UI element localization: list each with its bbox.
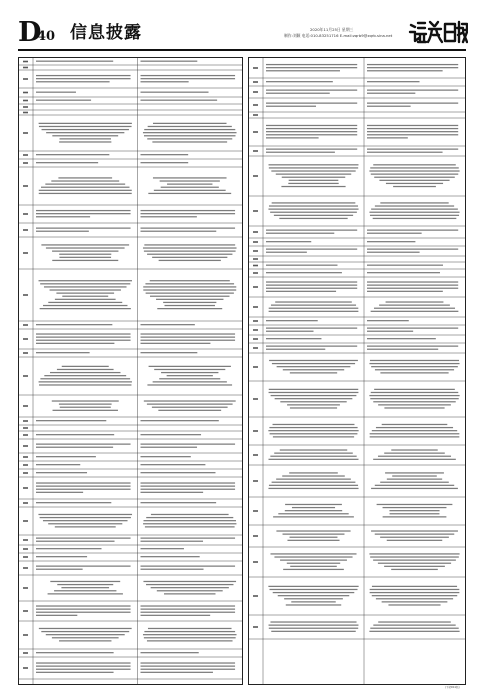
table-row bbox=[19, 434, 242, 439]
table-row bbox=[19, 581, 242, 601]
table-row bbox=[249, 202, 465, 226]
table-row bbox=[19, 464, 242, 469]
table-row bbox=[19, 228, 242, 238]
table-row bbox=[19, 67, 242, 70]
table-row bbox=[249, 338, 465, 343]
table-row bbox=[249, 81, 465, 86]
table-row bbox=[249, 114, 465, 118]
table-row bbox=[19, 514, 242, 535]
table-row bbox=[19, 605, 242, 621]
table-row bbox=[249, 301, 465, 317]
table-row bbox=[249, 125, 465, 146]
table-row bbox=[249, 530, 465, 547]
table-row bbox=[19, 538, 242, 546]
table-row bbox=[249, 360, 465, 381]
table-row bbox=[249, 258, 465, 262]
continued-note: (下转D41版) bbox=[445, 686, 460, 689]
table-grid bbox=[33, 58, 138, 684]
table-row bbox=[249, 389, 465, 417]
table-row bbox=[19, 456, 242, 461]
table-row bbox=[19, 154, 242, 159]
table-row bbox=[19, 482, 242, 499]
section-title: 信息披露 bbox=[70, 23, 142, 43]
table-row bbox=[19, 123, 242, 151]
table-row bbox=[19, 548, 242, 553]
table-row bbox=[249, 272, 465, 277]
table-row bbox=[19, 210, 242, 223]
issue-date: 2020年11月25日 星期三 bbox=[310, 27, 354, 32]
table-row bbox=[19, 61, 242, 65]
masthead-rule bbox=[18, 49, 466, 51]
table-row bbox=[19, 427, 242, 431]
table-row bbox=[19, 652, 242, 657]
table-row bbox=[19, 75, 242, 88]
table-row bbox=[19, 566, 242, 576]
table-row bbox=[249, 90, 465, 99]
table-row bbox=[249, 164, 465, 196]
table-row bbox=[249, 265, 465, 269]
table-row bbox=[19, 366, 242, 395]
table-row bbox=[249, 103, 465, 113]
table-row bbox=[249, 320, 465, 325]
table-row bbox=[19, 92, 242, 97]
table-row bbox=[19, 106, 242, 110]
table-row bbox=[19, 324, 242, 329]
table-row bbox=[249, 241, 465, 246]
table-row bbox=[19, 280, 242, 321]
table-row bbox=[19, 112, 242, 115]
table-row bbox=[19, 162, 242, 167]
table-row bbox=[19, 100, 242, 104]
table-row bbox=[19, 244, 242, 269]
masthead bbox=[18, 18, 466, 48]
table-row bbox=[249, 472, 465, 497]
table-row bbox=[19, 502, 242, 507]
table-row bbox=[19, 333, 242, 349]
table-row bbox=[249, 64, 465, 78]
table-row bbox=[249, 621, 465, 639]
table-row bbox=[249, 328, 465, 336]
table-row bbox=[19, 352, 242, 357]
table-row bbox=[19, 444, 242, 454]
table-row bbox=[19, 420, 242, 425]
right-column-rows bbox=[249, 58, 465, 684]
announcement-column-right bbox=[248, 57, 466, 685]
table-row bbox=[19, 556, 242, 561]
table-row bbox=[249, 449, 465, 465]
editor-contact: 制作:刘颖 电话:010-83251716 E-mail:zqrb9@zqrb.sina.net bbox=[284, 33, 393, 38]
announcement-column-left bbox=[18, 57, 243, 685]
table-row bbox=[249, 553, 465, 577]
table-row bbox=[249, 586, 465, 615]
table-row bbox=[19, 472, 242, 477]
page-letter: D bbox=[18, 17, 42, 48]
table-row bbox=[249, 281, 465, 297]
page-number: 40 bbox=[37, 29, 56, 44]
table-row bbox=[19, 177, 242, 205]
newspaper-logo bbox=[408, 18, 468, 46]
table-row bbox=[249, 149, 465, 157]
table-row bbox=[249, 230, 465, 239]
left-column-rows bbox=[19, 58, 242, 684]
table-row bbox=[19, 662, 242, 679]
table-row bbox=[249, 346, 465, 354]
table-row bbox=[19, 628, 242, 649]
table-row bbox=[249, 424, 465, 445]
table-row bbox=[249, 249, 465, 257]
table-row bbox=[19, 400, 242, 417]
table-row bbox=[249, 504, 465, 525]
